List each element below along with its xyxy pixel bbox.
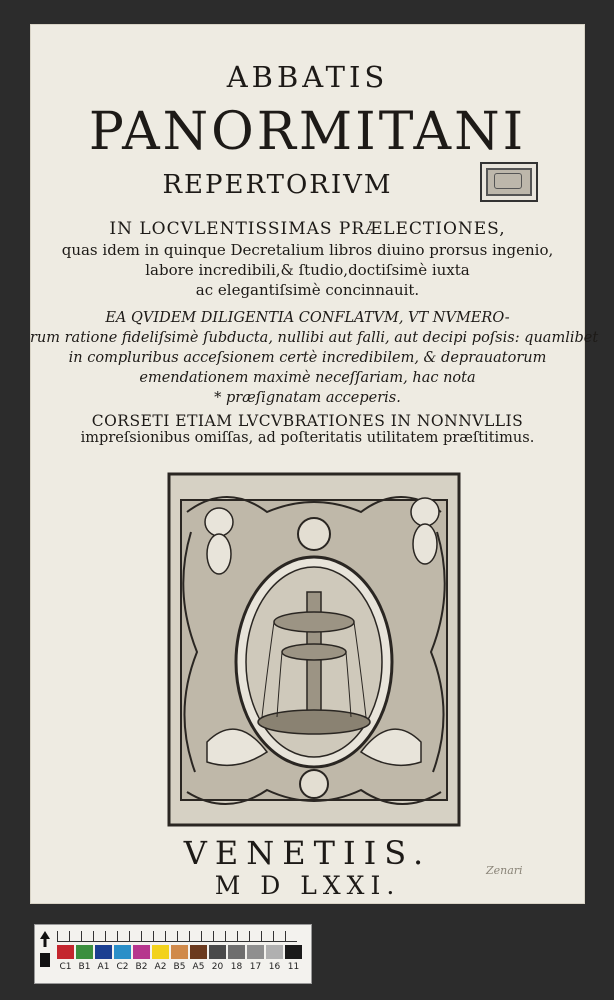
scale-ruler — [57, 931, 297, 942]
color-swatch-label: B5 — [173, 962, 186, 972]
subtitle-line-4: ac elegantiſsimè concinnauit. — [195, 281, 420, 299]
color-swatch — [190, 945, 207, 959]
corseti-line-1: CORSETI ETIAM LVCVBRATIONES IN NONNVLLIS — [91, 412, 524, 430]
color-swatch-label: A1 — [97, 962, 110, 972]
color-swatch — [247, 945, 264, 959]
library-stamp-icon — [480, 162, 538, 202]
italic-line-5: * præſignatam acceperis. — [214, 390, 401, 406]
color-swatch — [152, 945, 169, 959]
color-swatch — [57, 945, 74, 959]
italic-line-2: rum ratione fideliſsimè ſubducta, nullibi aut falli, aut decipi poſsis: quamlibet — [30, 330, 599, 346]
handwritten-note: Zenari — [486, 864, 523, 877]
subtitle-line-2: quas idem in quinque Decretalium libros diuino prorsus ingenio, — [61, 241, 554, 259]
color-swatch-label: A2 — [154, 962, 167, 972]
color-swatch-label: 11 — [287, 962, 300, 972]
corseti-line-2: impreſsionibus omiſſas, ad poſteritatis utilitatem præſtitimus. — [80, 430, 535, 446]
italic-line-4: emendationem maximè neceſſariam, hac nota — [139, 370, 476, 386]
color-swatch — [209, 945, 226, 959]
color-swatch-label: B1 — [78, 962, 91, 972]
color-swatch-label: 16 — [268, 962, 281, 972]
title-line-2: PANORMITANI — [88, 102, 527, 162]
color-swatch-label: 17 — [249, 962, 262, 972]
color-swatch — [76, 945, 93, 959]
color-swatch — [171, 945, 188, 959]
color-reference-chart — [34, 924, 312, 984]
color-swatch-label: C2 — [116, 962, 129, 972]
color-swatch — [95, 945, 112, 959]
title-line-1: ABBATIS — [226, 60, 389, 94]
title-page — [30, 24, 599, 904]
printer-device-woodcut-icon — [167, 472, 461, 827]
color-swatch-label: C1 — [59, 962, 72, 972]
color-swatch-label: A5 — [192, 962, 205, 972]
color-swatch — [133, 945, 150, 959]
arrow-up-icon — [39, 929, 51, 969]
italic-line-1: EA QVIDEM DILIGENTIA CONFLATVM, VT NVMERO- — [105, 310, 510, 326]
subtitle-line-1: IN LOCVLENTISSIMAS PRÆLECTIONES, — [109, 219, 506, 239]
italic-line-3: in compluribus acceſsionem certè incredibilem, & deprauatorum — [68, 350, 547, 366]
imprint-city: VENETIIS. — [183, 834, 432, 872]
color-swatch — [266, 945, 283, 959]
color-swatch-label: B2 — [135, 962, 148, 972]
color-swatch-label: 18 — [230, 962, 243, 972]
color-swatch — [114, 945, 131, 959]
color-swatch-label: 20 — [211, 962, 224, 972]
title-line-3: REPERTORIVM — [162, 170, 393, 200]
subtitle-line-3: labore incredibili,& ſtudio,doctiſsimè iuxta — [145, 261, 470, 279]
color-swatch — [285, 945, 302, 959]
color-swatch — [228, 945, 245, 959]
imprint-year: M D LXXI. — [214, 871, 401, 900]
